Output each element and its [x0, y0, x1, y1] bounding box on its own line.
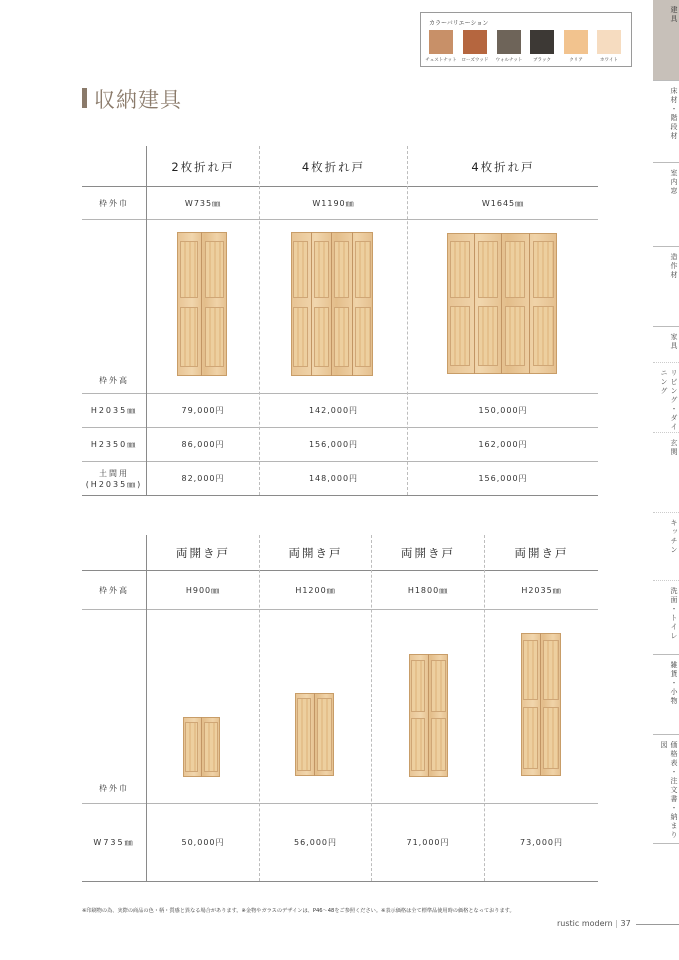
tab-kitchen[interactable]: キッチン — [653, 512, 679, 580]
price-cell: 156,000円 — [478, 474, 528, 483]
row-label: 土間用 (H2035㎜) — [85, 468, 143, 489]
swatch-rosewood — [463, 30, 487, 54]
title-accent-bar — [82, 88, 87, 108]
width-value: W1190㎜ — [312, 198, 355, 208]
height-value: H1200㎜ — [295, 585, 336, 595]
price-cell: 142,000円 — [308, 406, 359, 415]
col-header: 4枚折れ戸 — [471, 160, 535, 174]
door-image-h900 — [183, 717, 220, 777]
swatch-label: チェストナット — [425, 58, 457, 63]
swatch-label: ブラック — [533, 58, 551, 63]
door-image-h2035 — [521, 633, 561, 776]
price-cell: 79,000円 — [181, 406, 225, 415]
price-cell: 162,000円 — [478, 440, 528, 449]
table1-rule — [82, 219, 598, 220]
row-label-height: 枠外高 — [99, 585, 129, 595]
price-cell: 82,000円 — [181, 474, 225, 483]
row-label-width: 枠外巾 — [99, 198, 129, 208]
door-image-4-leaf-wide — [447, 233, 557, 374]
col-header: 4枚折れ戸 — [301, 160, 366, 174]
row-label: H2035㎜ — [90, 406, 138, 415]
col-header: 2枚折れ戸 — [171, 160, 235, 174]
tab-zousaku[interactable]: 造作材 — [653, 246, 679, 326]
tab-entrance[interactable]: 玄関 — [653, 432, 679, 512]
door-image-h1800 — [409, 654, 448, 777]
tab-price-list[interactable]: 価格表・注文書・納まり図 — [653, 734, 679, 844]
brand-footer: rustic modern | 37 — [557, 919, 631, 928]
section-tabs — [653, 0, 679, 960]
table2-rule — [82, 881, 598, 882]
footnote: ※印刷物の為、実際の商品の色・柄・質感と異なる場合があります。※金物やガラスのデザインは、P46〜48をご参照ください。※表示価格は全て標準品使用時の価格となっております。 — [82, 908, 515, 914]
row-label-height: 枠外高 — [99, 375, 129, 385]
color-variation-title: カラーバリエーション — [429, 20, 489, 27]
price-cell: 73,000円 — [520, 838, 563, 847]
swatch-chestnut — [429, 30, 453, 54]
tab-flooring[interactable]: 床材・階段材 — [653, 80, 679, 162]
swatch-clear — [564, 30, 588, 54]
price-cell: 50,000円 — [181, 838, 225, 847]
tab-interior-window[interactable]: 室内窓 — [653, 162, 679, 246]
swatch-label: ローズウッド — [461, 58, 489, 63]
height-value: H900㎜ — [185, 585, 221, 595]
swatch-walnut — [497, 30, 521, 54]
height-value: H1800㎜ — [407, 585, 449, 595]
door-image-h1200 — [295, 693, 334, 776]
swatch-white — [597, 30, 621, 54]
price-cell: 71,000円 — [406, 838, 450, 847]
swatch-black — [530, 30, 554, 54]
width-value: W735㎜ — [184, 198, 222, 208]
swatch-label: ウォルナット — [495, 58, 523, 63]
table1-rule — [82, 495, 598, 496]
height-value: H2035㎜ — [521, 585, 562, 595]
row-label-width: 枠外巾 — [99, 783, 129, 793]
page-number: 37 — [620, 919, 631, 928]
tab-furniture[interactable]: 家具 — [653, 326, 679, 362]
color-variation-box — [420, 12, 632, 67]
price-cell: 156,000円 — [308, 440, 359, 449]
col-header: 両開き戸 — [514, 546, 569, 560]
door-image-4-leaf — [291, 232, 373, 376]
price-cell: 86,000円 — [181, 440, 225, 449]
col-header: 両開き戸 — [288, 546, 343, 560]
brand-name: rustic modern — [557, 919, 613, 928]
table2-rule — [82, 609, 598, 610]
tab-living[interactable]: リビング・ダイニング — [653, 362, 679, 432]
price-cell: 148,000円 — [308, 474, 359, 483]
swatch-label: ホワイト — [600, 58, 618, 63]
page-title: 収納建具 — [94, 88, 182, 112]
col-header: 両開き戸 — [401, 546, 455, 560]
tab-tategu[interactable]: 建具 — [653, 0, 679, 80]
row-label: H2350㎜ — [90, 440, 138, 449]
row-label: W735㎜ — [93, 838, 135, 847]
width-value: W1645㎜ — [481, 198, 525, 208]
tab-zakka[interactable]: 雑貨・小物 — [653, 654, 679, 734]
door-image-2-leaf — [177, 232, 227, 376]
col-header: 両開き戸 — [176, 546, 230, 560]
price-cell: 150,000円 — [478, 406, 528, 415]
footer-rule — [636, 924, 679, 925]
tab-washroom[interactable]: 洗面・トイレ — [653, 580, 679, 654]
swatch-label: クリア — [569, 58, 583, 63]
price-cell: 56,000円 — [294, 838, 337, 847]
